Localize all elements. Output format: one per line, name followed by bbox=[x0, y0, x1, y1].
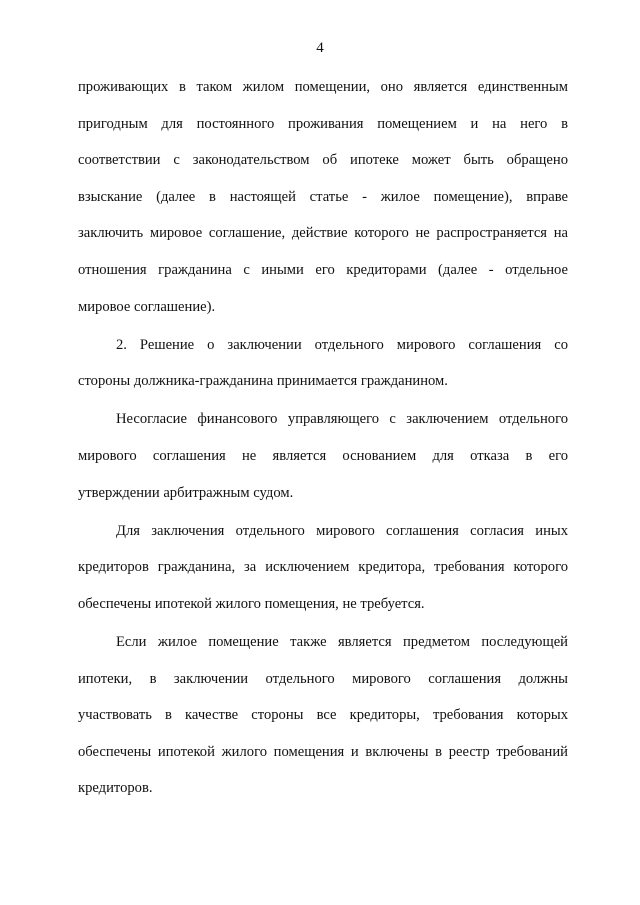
text-line: обеспечены ипотекой жилого помещения, не требуется. bbox=[78, 595, 425, 612]
paragraph-2 bbox=[78, 327, 568, 400]
text-line: кредиторов гражданина, за исключением кредитора, требования которого bbox=[78, 559, 568, 576]
paragraph-3 bbox=[78, 401, 568, 511]
document-body bbox=[78, 69, 568, 808]
text-line: заключить мировое соглашение, действие которого не распространяется на bbox=[78, 225, 568, 242]
text-line: Несогласие финансового управляющего с заключением отдельного bbox=[116, 411, 568, 428]
text-line: кредиторов. bbox=[78, 780, 153, 797]
text-line: соответствии с законодательством об ипотеке может быть обращено bbox=[78, 152, 568, 169]
text-line: обеспечены ипотекой жилого помещения и включены в реестр требований bbox=[78, 743, 568, 760]
paragraph-1 bbox=[78, 69, 568, 325]
text-line: отношения гражданина с иными его кредиторами (далее - отдельное bbox=[78, 261, 568, 278]
text-line: утверждении арбитражным судом. bbox=[78, 484, 294, 501]
page-number: 4 bbox=[316, 40, 324, 56]
text-line: 2. Решение о заключении отдельного мирового соглашения со bbox=[116, 336, 568, 353]
text-line: взыскание (далее в настоящей статье - жилое помещение), вправе bbox=[78, 188, 568, 205]
paragraph-5 bbox=[78, 624, 568, 807]
text-line: Для заключения отдельного мирового соглашения согласия иных bbox=[116, 522, 568, 539]
text-line: ипотеки, в заключении отдельного мирового соглашения должны bbox=[78, 670, 568, 687]
text-line: Если жилое помещение также является предметом последующей bbox=[116, 633, 568, 650]
text-line: пригодным для постоянного проживания помещением и на него в bbox=[78, 115, 568, 132]
paragraph-4 bbox=[78, 513, 568, 623]
text-line: мирового соглашения не является основанием для отказа в его bbox=[78, 447, 568, 464]
text-line: участвовать в качестве стороны все кредиторы, требования которых bbox=[78, 707, 568, 724]
text-line: стороны должника-гражданина принимается гражданином. bbox=[78, 373, 448, 390]
text-line: мировое соглашение). bbox=[78, 298, 216, 315]
text-line: проживающих в таком жилом помещении, оно является единственным bbox=[78, 79, 568, 95]
